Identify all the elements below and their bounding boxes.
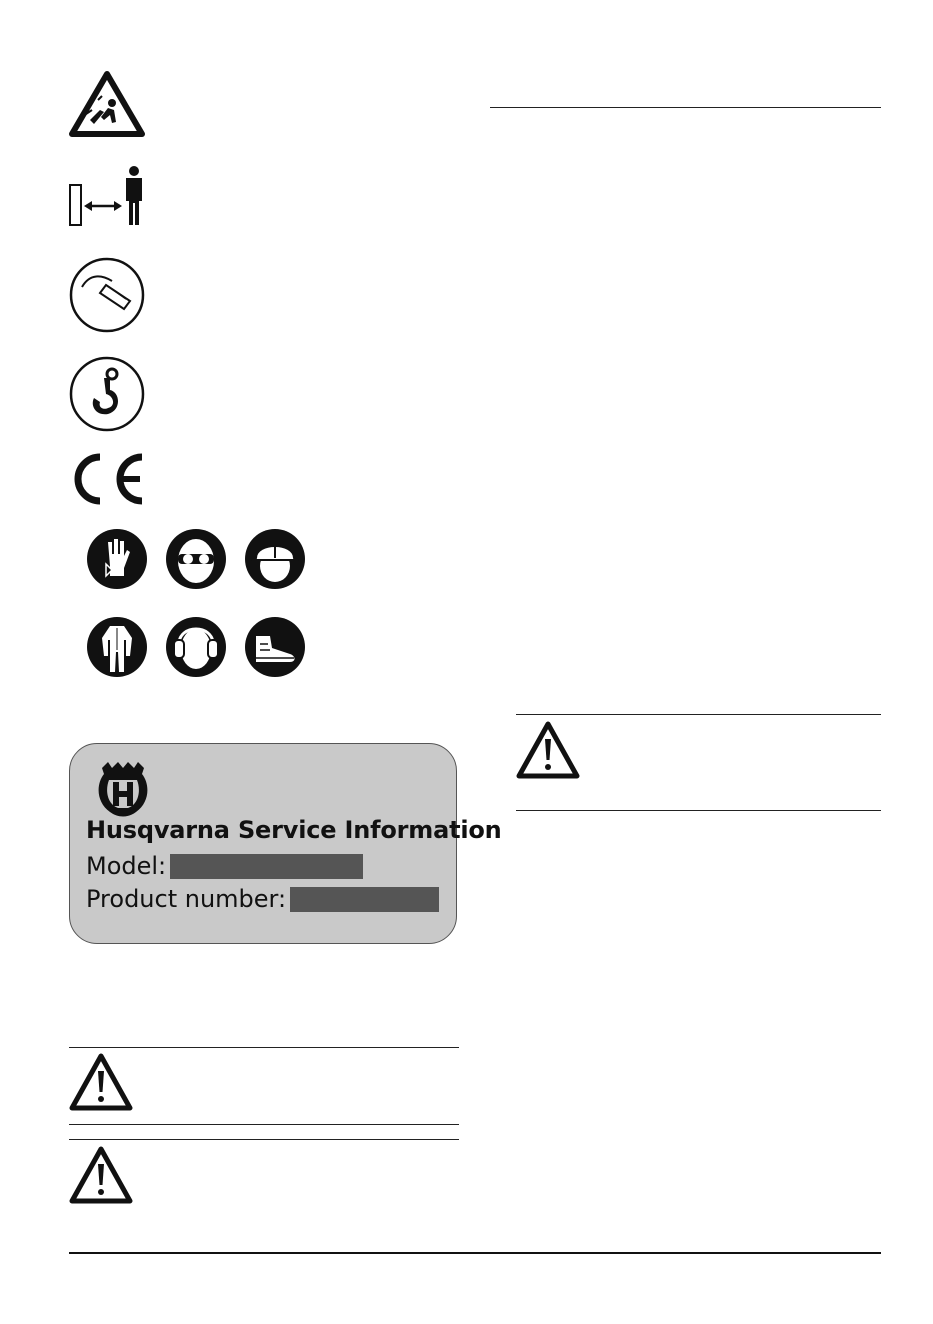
warning-triangle-icon [68,1052,134,1112]
protective-boots-icon [244,616,306,678]
hearing-protection-icon [165,616,227,678]
keep-distance-icon [68,165,148,227]
protective-gloves-icon [86,528,148,590]
product-number-label: Product number: [86,885,287,913]
service-information-plate [69,743,502,944]
left-warning-1-top-rule [69,1047,459,1048]
ce-mark-icon [68,453,146,505]
right-warning-top-rule [516,714,881,715]
page-footer-rule [69,1252,881,1254]
falling-object-warning-icon [68,70,146,138]
right-column-top-rule [490,107,881,108]
product-number-field [290,887,439,912]
husqvarna-logo-icon [96,760,150,818]
model-label: Model: [86,852,167,880]
warning-triangle-icon [515,720,581,780]
product-number-row [86,885,439,913]
left-warning-1-bottom-rule [69,1124,459,1125]
protective-clothing-icon [86,616,148,678]
model-row [86,852,363,880]
lifting-hook-icon [68,356,146,432]
right-warning-bottom-rule [516,810,881,811]
model-field [170,854,363,879]
lifting-strap-icon [68,257,146,333]
left-warning-2-top-rule [69,1139,459,1140]
eye-protection-icon [165,528,227,590]
plate-title: Husqvarna Service Information [86,816,502,844]
protective-helmet-icon [244,528,306,590]
warning-triangle-icon [68,1145,134,1205]
